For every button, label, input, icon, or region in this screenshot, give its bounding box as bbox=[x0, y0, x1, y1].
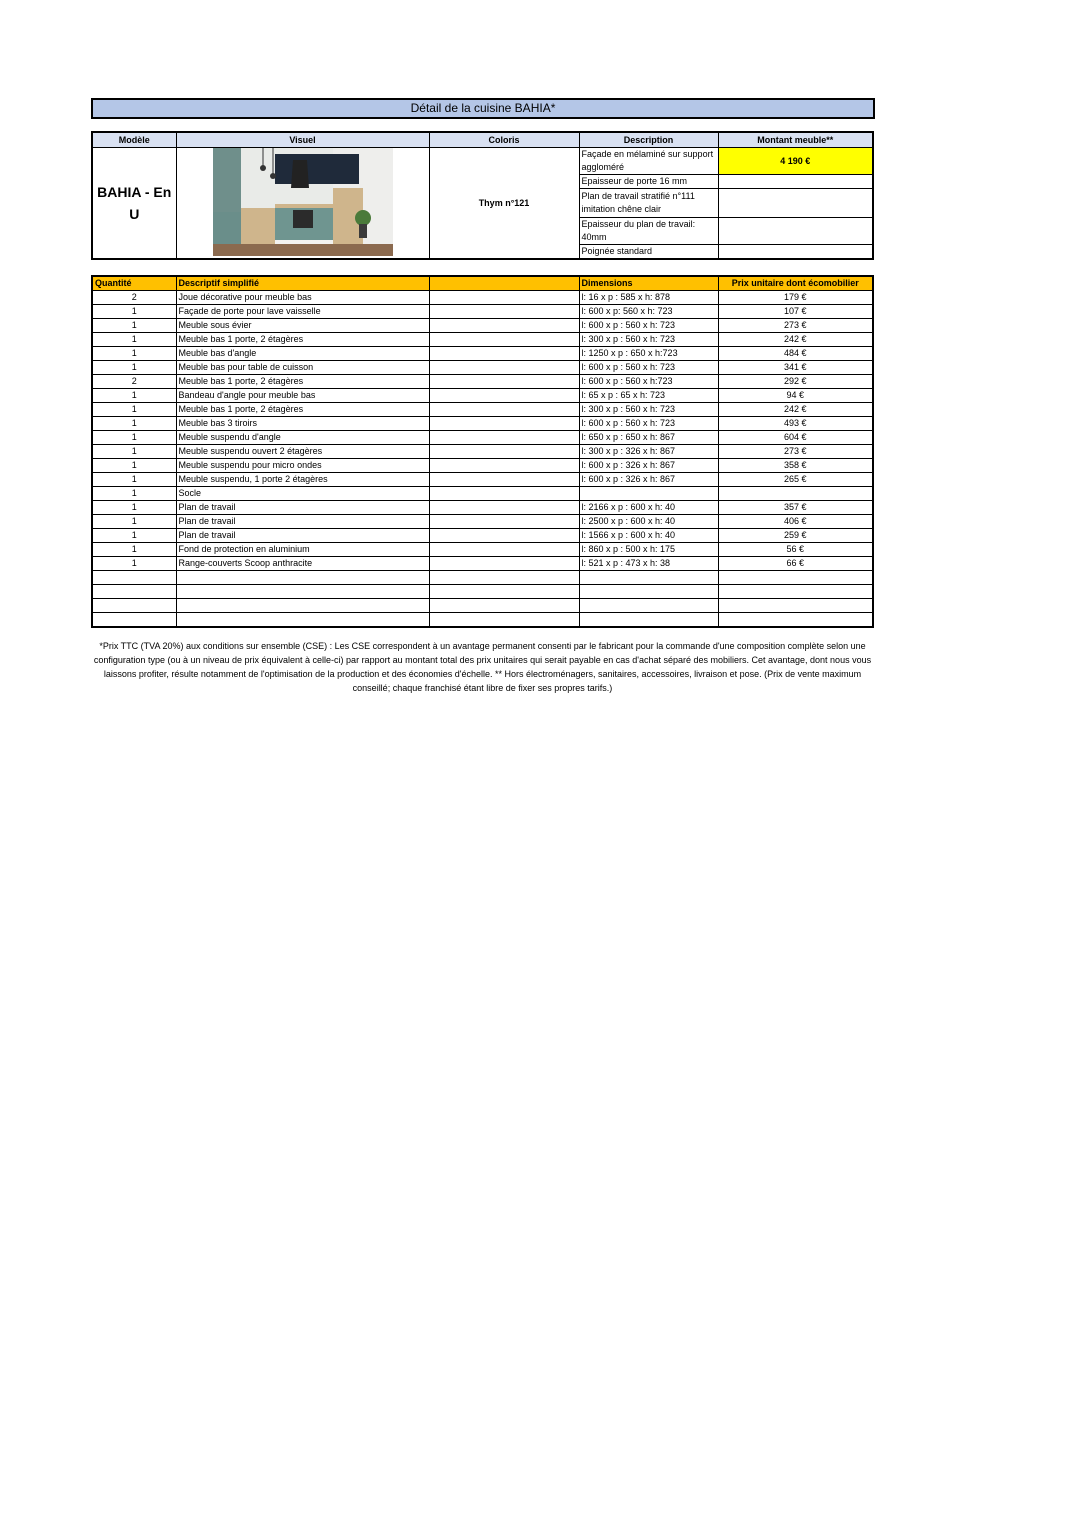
descriptif-cell: Joue décorative pour meuble bas bbox=[176, 291, 429, 305]
blank-cell bbox=[429, 375, 579, 389]
table-row bbox=[92, 459, 873, 473]
dimensions-cell bbox=[579, 571, 718, 585]
montant-empty-cell bbox=[718, 245, 873, 260]
blank-cell bbox=[429, 445, 579, 459]
descriptif-cell: Plan de travail bbox=[176, 529, 429, 543]
table-row bbox=[92, 403, 873, 417]
descriptif-cell: Meuble suspendu d'angle bbox=[176, 431, 429, 445]
price-cell: 179 € bbox=[718, 291, 873, 305]
header-blank bbox=[429, 276, 579, 291]
table-row bbox=[92, 585, 873, 599]
price-cell bbox=[718, 613, 873, 628]
montant-value: 4 190 € bbox=[718, 148, 873, 175]
dimensions-cell: l: 650 x p : 650 x h: 867 bbox=[579, 431, 718, 445]
blank-cell bbox=[429, 333, 579, 347]
table-row bbox=[92, 613, 873, 628]
blank-cell bbox=[429, 319, 579, 333]
descriptif-cell: Meuble suspendu pour micro ondes bbox=[176, 459, 429, 473]
description-3: Plan de travail stratifié n°111 imitation chêne clair bbox=[579, 189, 718, 218]
descriptif-cell: Bandeau d'angle pour meuble bas bbox=[176, 389, 429, 403]
dimensions-cell: l: 600 x p : 560 x h: 723 bbox=[579, 417, 718, 431]
dimensions-cell: l: 600 x p : 326 x h: 867 bbox=[579, 459, 718, 473]
table-row bbox=[92, 445, 873, 459]
price-cell: 94 € bbox=[718, 389, 873, 403]
table-row bbox=[92, 543, 873, 557]
table-row bbox=[92, 347, 873, 361]
dimensions-cell: l: 16 x p : 585 x h: 878 bbox=[579, 291, 718, 305]
descriptif-cell: Plan de travail bbox=[176, 501, 429, 515]
quantity-cell bbox=[92, 571, 176, 585]
descriptif-cell: Façade de porte pour lave vaisselle bbox=[176, 305, 429, 319]
price-cell: 358 € bbox=[718, 459, 873, 473]
table-row bbox=[92, 501, 873, 515]
descriptif-cell: Meuble bas 1 porte, 2 étagères bbox=[176, 333, 429, 347]
descriptif-cell bbox=[176, 571, 429, 585]
header-prix: Prix unitaire dont écomobilier bbox=[718, 276, 873, 291]
footnote: *Prix TTC (TVA 20%) aux conditions sur ensemble (CSE) : Les CSE correspondent à un avantage permanent consenti par le fabricant pour la commande d'une composition complète selon une configuration type (ou à un niveau de prix équivalent à celle-ci) par rapport au montant total des prix unitaires qui serait payable en cas d'achat séparé des mobiliers. Cet avantage, dont nous vous laissons profiter, résulte notamment de l'optimisation de la production et des économies d'échelle. ** Hors électroménagers, sanitaires, accessoires, livraison et pose. (Prix de vente maximum conseillé; chaque franchisé étant libre de fixer ses propres tarifs.) bbox=[93, 641, 872, 693]
dimensions-cell: l: 1566 x p : 600 x h: 40 bbox=[579, 529, 718, 543]
dimensions-cell bbox=[579, 599, 718, 613]
table-row bbox=[92, 361, 873, 375]
quantity-cell: 1 bbox=[92, 445, 176, 459]
header-coloris: Coloris bbox=[429, 132, 579, 148]
header-quantite: Quantité bbox=[92, 276, 176, 291]
table-row bbox=[92, 389, 873, 403]
price-cell bbox=[718, 599, 873, 613]
price-cell: 341 € bbox=[718, 361, 873, 375]
table-row bbox=[92, 431, 873, 445]
descriptif-cell bbox=[176, 585, 429, 599]
quantity-cell: 1 bbox=[92, 361, 176, 375]
price-cell: 259 € bbox=[718, 529, 873, 543]
blank-cell bbox=[429, 431, 579, 445]
table-row bbox=[92, 305, 873, 319]
items-table-header bbox=[92, 276, 873, 291]
descriptif-cell: Meuble bas 1 porte, 2 étagères bbox=[176, 403, 429, 417]
quantity-cell: 1 bbox=[92, 417, 176, 431]
descriptif-cell: Meuble bas pour table de cuisson bbox=[176, 361, 429, 375]
blank-cell bbox=[429, 501, 579, 515]
dimensions-cell: l: 300 x p : 560 x h: 723 bbox=[579, 333, 718, 347]
descriptif-cell: Meuble bas 1 porte, 2 étagères bbox=[176, 375, 429, 389]
blank-cell bbox=[429, 529, 579, 543]
blank-cell bbox=[429, 403, 579, 417]
price-cell: 604 € bbox=[718, 431, 873, 445]
blank-cell bbox=[429, 347, 579, 361]
dimensions-cell: l: 300 x p : 560 x h: 723 bbox=[579, 403, 718, 417]
dimensions-cell: l: 1250 x p : 650 x h:723 bbox=[579, 347, 718, 361]
descriptif-cell: Socle bbox=[176, 487, 429, 501]
price-cell: 273 € bbox=[718, 319, 873, 333]
price-cell: 56 € bbox=[718, 543, 873, 557]
quantity-cell: 1 bbox=[92, 515, 176, 529]
dimensions-cell: l: 300 x p : 326 x h: 867 bbox=[579, 445, 718, 459]
quantity-cell: 2 bbox=[92, 375, 176, 389]
price-cell: 242 € bbox=[718, 403, 873, 417]
quantity-cell: 1 bbox=[92, 389, 176, 403]
price-cell: 357 € bbox=[718, 501, 873, 515]
table-row bbox=[92, 375, 873, 389]
quantity-cell: 1 bbox=[92, 473, 176, 487]
header-montant: Montant meuble** bbox=[718, 132, 873, 148]
quantity-cell: 1 bbox=[92, 543, 176, 557]
descriptif-cell: Meuble suspendu, 1 porte 2 étagères bbox=[176, 473, 429, 487]
dimensions-cell: l: 600 x p : 560 x h: 723 bbox=[579, 319, 718, 333]
price-cell bbox=[718, 571, 873, 585]
table-row bbox=[92, 557, 873, 571]
price-cell bbox=[718, 487, 873, 501]
blank-cell bbox=[429, 417, 579, 431]
table-row bbox=[92, 571, 873, 585]
dimensions-cell: l: 65 x p : 65 x h: 723 bbox=[579, 389, 718, 403]
model-name: BAHIA - En U bbox=[92, 148, 176, 260]
quantity-cell: 1 bbox=[92, 403, 176, 417]
kitchen-image-icon bbox=[213, 148, 393, 256]
quantity-cell: 1 bbox=[92, 557, 176, 571]
blank-cell bbox=[429, 613, 579, 628]
quantity-cell: 1 bbox=[92, 459, 176, 473]
dimensions-cell: l: 600 x p: 560 x h: 723 bbox=[579, 305, 718, 319]
header-dimensions: Dimensions bbox=[579, 276, 718, 291]
descriptif-cell: Meuble sous évier bbox=[176, 319, 429, 333]
quantity-cell bbox=[92, 613, 176, 628]
dimensions-cell: l: 600 x p : 560 x h:723 bbox=[579, 375, 718, 389]
table-row bbox=[92, 515, 873, 529]
header-descriptif: Descriptif simplifié bbox=[176, 276, 429, 291]
dimensions-cell: l: 2166 x p : 600 x h: 40 bbox=[579, 501, 718, 515]
items-table bbox=[91, 275, 874, 628]
table-row bbox=[92, 417, 873, 431]
table-row bbox=[92, 319, 873, 333]
descriptif-cell: Fond de protection en aluminium bbox=[176, 543, 429, 557]
quantity-cell bbox=[92, 599, 176, 613]
descriptif-cell bbox=[176, 599, 429, 613]
descriptif-cell bbox=[176, 613, 429, 628]
price-cell: 484 € bbox=[718, 347, 873, 361]
coloris-value: Thym n°121 bbox=[429, 148, 579, 260]
dimensions-cell: l: 521 x p : 473 x h: 38 bbox=[579, 557, 718, 571]
blank-cell bbox=[429, 459, 579, 473]
montant-empty-cell bbox=[718, 175, 873, 189]
price-cell: 66 € bbox=[718, 557, 873, 571]
table-row bbox=[92, 529, 873, 543]
header-visuel: Visuel bbox=[176, 132, 429, 148]
model-table bbox=[91, 131, 874, 260]
blank-cell bbox=[429, 557, 579, 571]
descriptif-cell: Meuble bas d'angle bbox=[176, 347, 429, 361]
price-cell: 265 € bbox=[718, 473, 873, 487]
descriptif-cell: Plan de travail bbox=[176, 515, 429, 529]
model-table-header bbox=[92, 132, 873, 148]
price-cell: 273 € bbox=[718, 445, 873, 459]
price-cell: 107 € bbox=[718, 305, 873, 319]
descriptif-cell: Range-couverts Scoop anthracite bbox=[176, 557, 429, 571]
montant-empty-cell bbox=[718, 189, 873, 218]
quantity-cell: 1 bbox=[92, 529, 176, 543]
table-row bbox=[92, 473, 873, 487]
blank-cell bbox=[429, 599, 579, 613]
blank-cell bbox=[429, 515, 579, 529]
items-body bbox=[92, 291, 873, 628]
dimensions-cell: l: 600 x p : 560 x h: 723 bbox=[579, 361, 718, 375]
descriptif-cell: Meuble bas 3 tiroirs bbox=[176, 417, 429, 431]
blank-cell bbox=[429, 487, 579, 501]
quantity-cell: 1 bbox=[92, 333, 176, 347]
blank-cell bbox=[429, 571, 579, 585]
blank-cell bbox=[429, 389, 579, 403]
price-cell: 406 € bbox=[718, 515, 873, 529]
dimensions-cell bbox=[579, 613, 718, 628]
quantity-cell: 1 bbox=[92, 487, 176, 501]
page-title: Détail de la cuisine BAHIA* bbox=[91, 98, 875, 119]
header-description: Description bbox=[579, 132, 718, 148]
quantity-cell: 1 bbox=[92, 305, 176, 319]
blank-cell bbox=[429, 543, 579, 557]
blank-cell bbox=[429, 291, 579, 305]
price-cell: 292 € bbox=[718, 375, 873, 389]
price-cell: 242 € bbox=[718, 333, 873, 347]
dimensions-cell: l: 2500 x p : 600 x h: 40 bbox=[579, 515, 718, 529]
description-1: Façade en mélaminé sur support aggloméré bbox=[579, 148, 718, 175]
quantity-cell bbox=[92, 585, 176, 599]
descriptif-cell: Meuble suspendu ouvert 2 étagères bbox=[176, 445, 429, 459]
montant-empty-cell bbox=[718, 218, 873, 245]
description-2: Epaisseur de porte 16 mm bbox=[579, 175, 718, 189]
dimensions-cell bbox=[579, 585, 718, 599]
blank-cell bbox=[429, 361, 579, 375]
table-row bbox=[92, 599, 873, 613]
table-row bbox=[92, 333, 873, 347]
dimensions-cell bbox=[579, 487, 718, 501]
header-modele: Modèle bbox=[92, 132, 176, 148]
dimensions-cell: l: 860 x p : 500 x h: 175 bbox=[579, 543, 718, 557]
dimensions-cell: l: 600 x p : 326 x h: 867 bbox=[579, 473, 718, 487]
table-row bbox=[92, 291, 873, 305]
quantity-cell: 1 bbox=[92, 431, 176, 445]
quantity-cell: 1 bbox=[92, 319, 176, 333]
blank-cell bbox=[429, 585, 579, 599]
blank-cell bbox=[429, 305, 579, 319]
quantity-cell: 2 bbox=[92, 291, 176, 305]
price-cell: 493 € bbox=[718, 417, 873, 431]
price-cell bbox=[718, 585, 873, 599]
quantity-cell: 1 bbox=[92, 347, 176, 361]
blank-cell bbox=[429, 473, 579, 487]
description-4: Epaisseur du plan de travail: 40mm bbox=[579, 218, 718, 245]
description-5: Poignée standard bbox=[579, 245, 718, 260]
quantity-cell: 1 bbox=[92, 501, 176, 515]
table-row bbox=[92, 487, 873, 501]
kitchen-visual bbox=[176, 148, 429, 260]
